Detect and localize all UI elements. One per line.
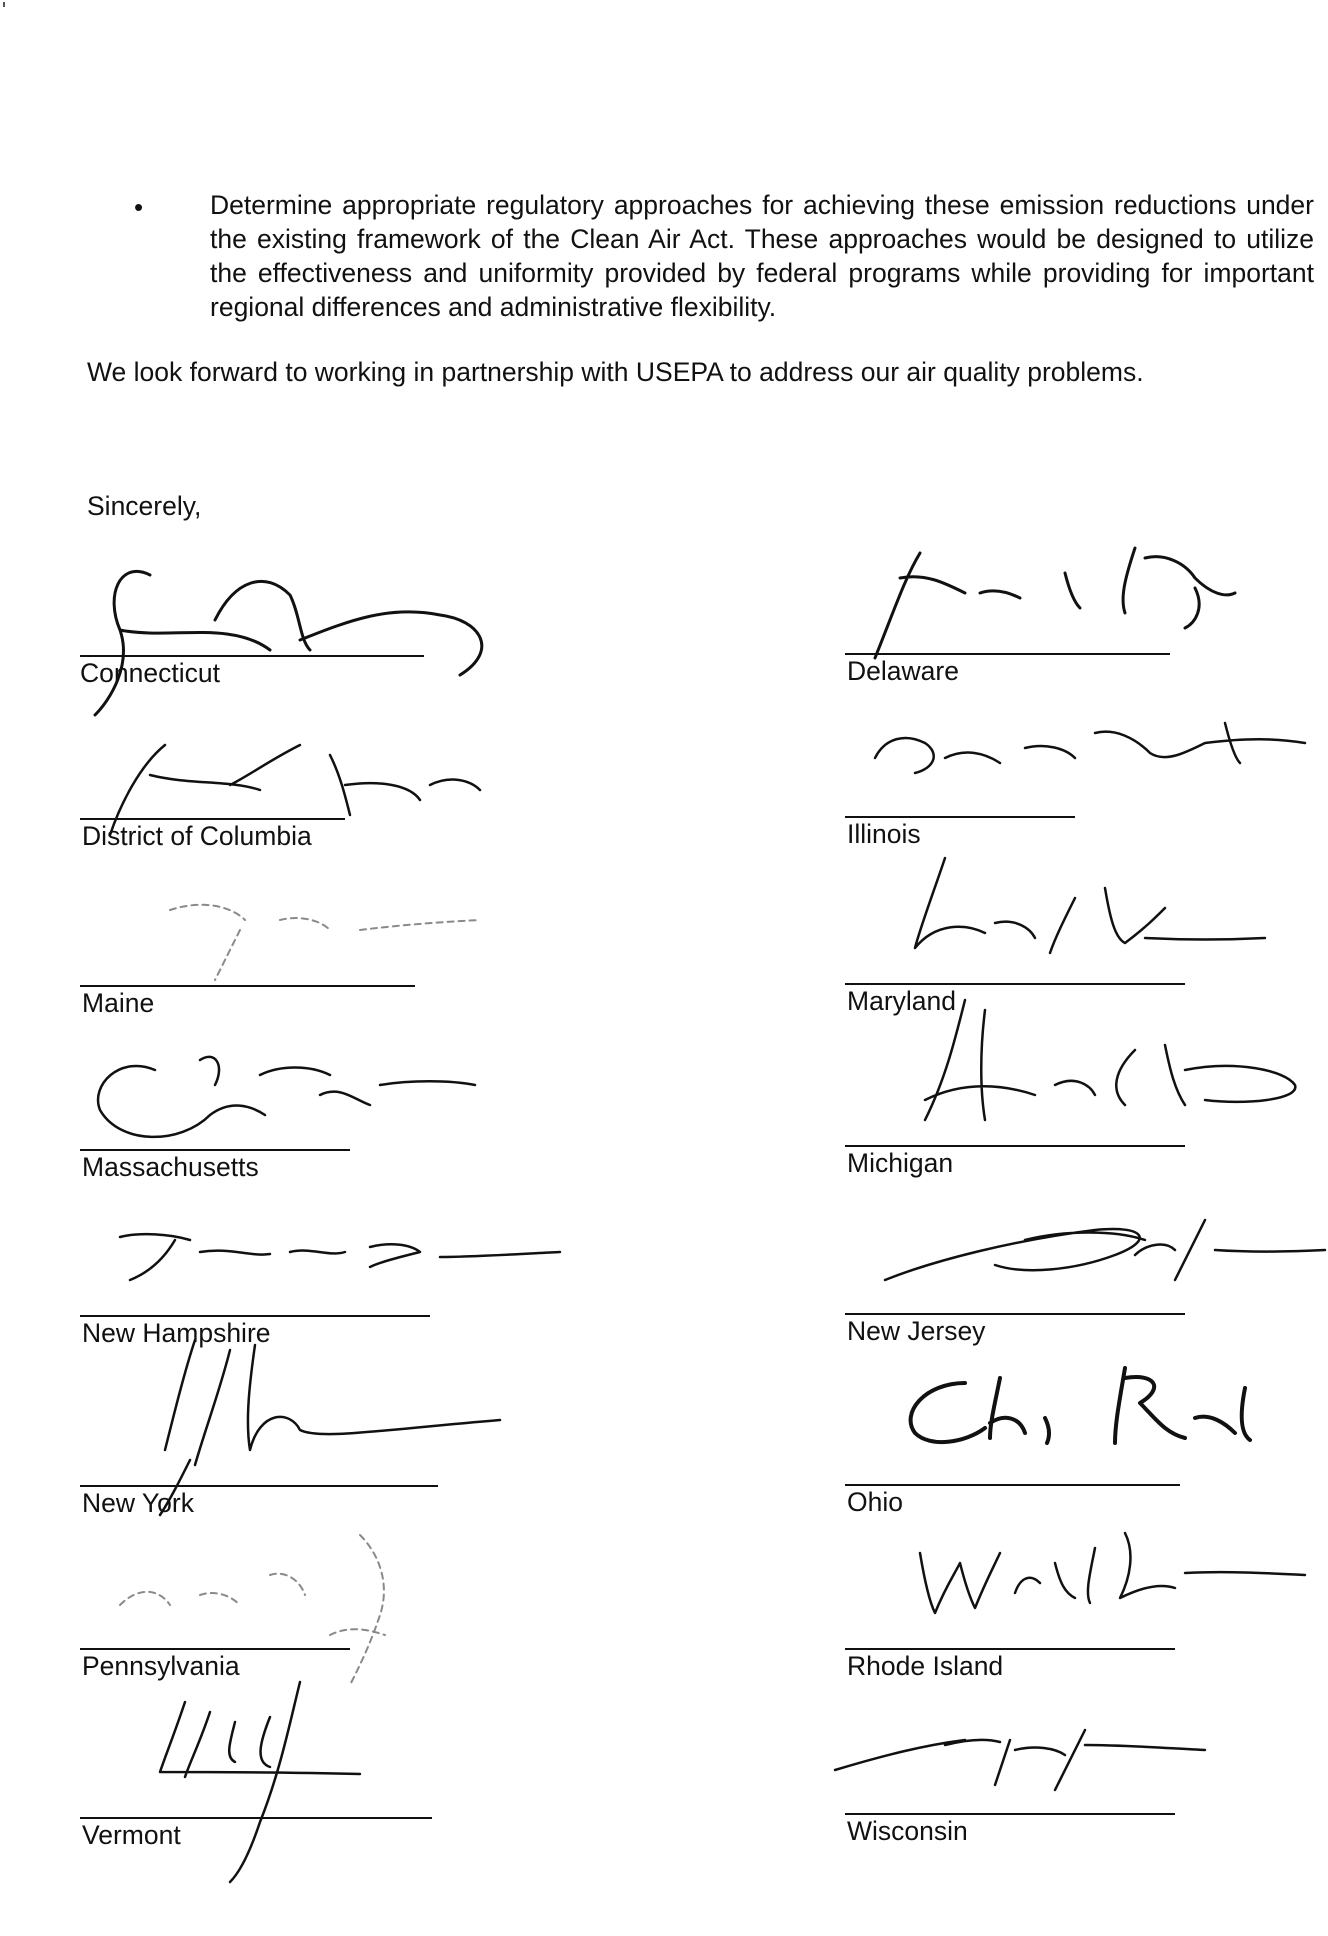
signature-line <box>80 1149 350 1151</box>
state-name: New Hampshire <box>82 1318 271 1348</box>
signature-line <box>80 1485 438 1487</box>
handwritten-signature <box>765 1660 1328 1880</box>
signature-block-wisconsin <box>845 1720 1265 1870</box>
state-name: Wisconsin <box>847 1816 968 1846</box>
state-name: Illinois <box>847 819 921 849</box>
state-name: Connecticut <box>80 658 220 688</box>
state-name: Maryland <box>847 986 956 1016</box>
bullet-marker: • <box>134 192 144 222</box>
signature-line <box>80 1648 350 1650</box>
signature-block-vermont <box>80 1722 500 1872</box>
state-name: New York <box>82 1488 194 1518</box>
signature-line <box>80 985 415 987</box>
closing-paragraph: We look forward to working in partnership with USEPA to address our air quality problems. <box>87 357 1144 387</box>
signature-line <box>80 1315 430 1317</box>
signature-line <box>80 1817 432 1819</box>
signature-line <box>845 1484 1180 1486</box>
state-name: Massachusetts <box>82 1152 259 1182</box>
state-name: Maine <box>82 988 155 1018</box>
state-name: Pennsylvania <box>82 1651 240 1681</box>
signature-line <box>845 653 1170 655</box>
signature-line <box>845 816 1075 818</box>
state-name: District of Columbia <box>82 821 312 851</box>
signature-line <box>845 1813 1175 1815</box>
signature-line <box>845 1145 1185 1147</box>
state-name: Ohio <box>847 1487 903 1517</box>
signature-line <box>80 655 424 657</box>
signature-line <box>845 1313 1185 1315</box>
signature-line <box>845 1648 1175 1650</box>
state-name: Vermont <box>82 1820 181 1850</box>
salutation: Sincerely, <box>87 491 202 521</box>
scan-mark <box>3 2 5 7</box>
state-name: New Jersey <box>847 1316 986 1346</box>
bullet-text: Determine appropriate regulatory approaches for achieving these emission reductions under the existing framework of the Clean Air Act. These approaches would be designed to utilize the effectiveness and uniformity provided by federal programs while providing for important regional differences and administrative flexibility. <box>210 190 1314 322</box>
bullet-paragraph <box>134 188 1314 324</box>
signature-line <box>845 983 1185 985</box>
signature-line <box>80 818 345 820</box>
state-name: Michigan <box>847 1148 954 1178</box>
state-name: Rhode Island <box>847 1651 1004 1681</box>
state-name: Delaware <box>847 656 959 686</box>
